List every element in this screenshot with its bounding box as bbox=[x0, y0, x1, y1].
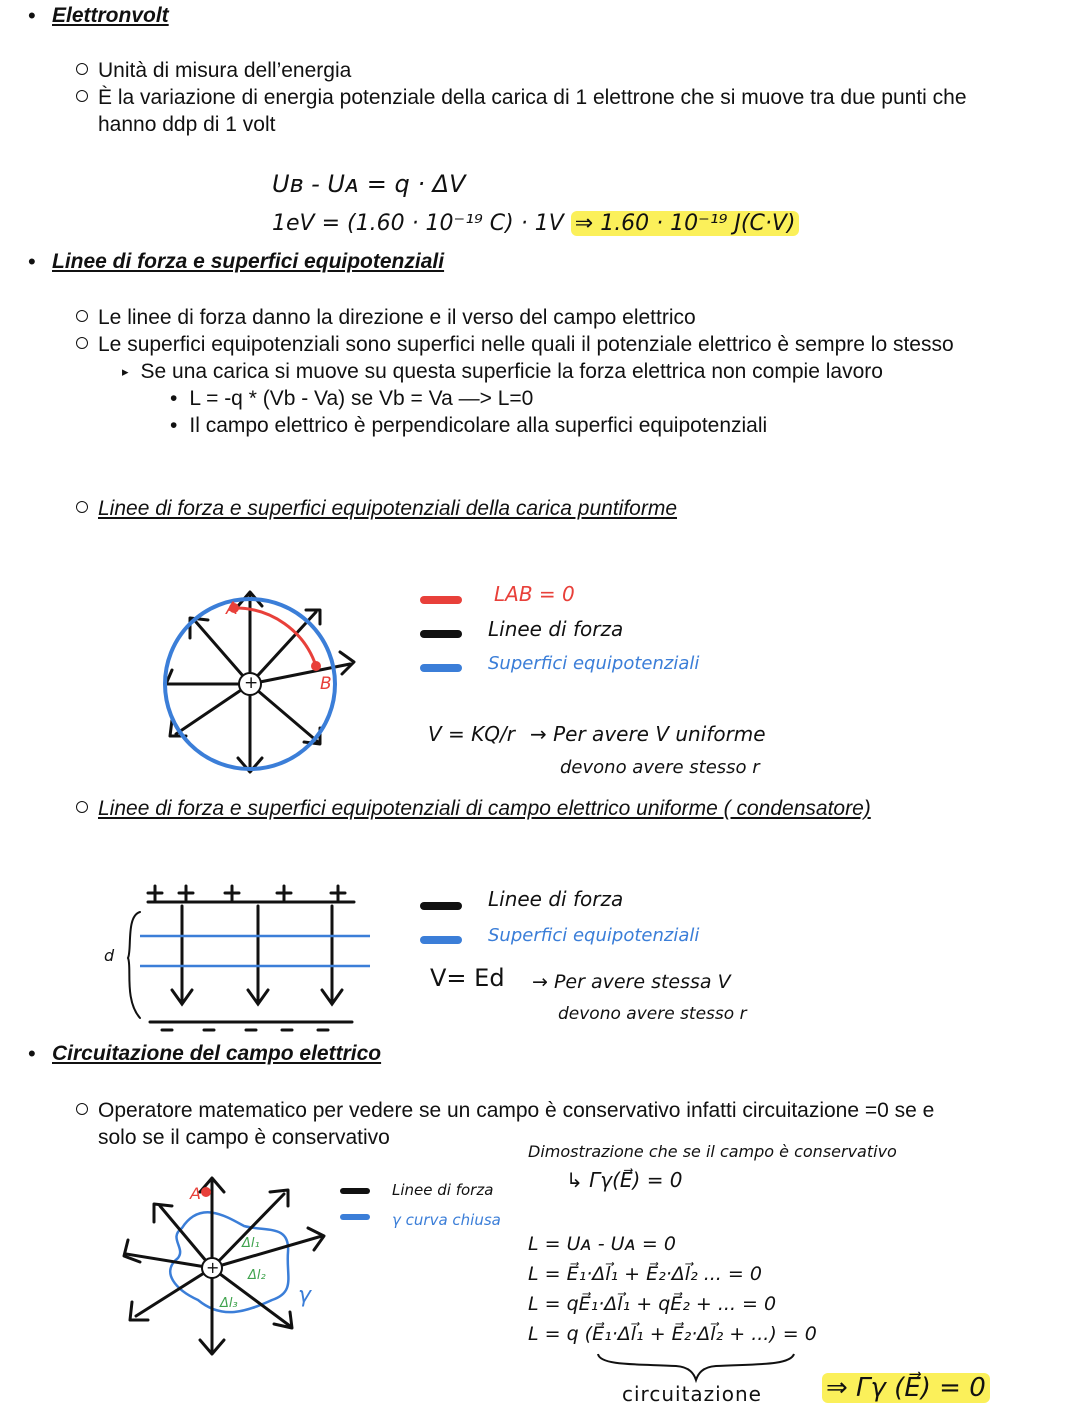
triangle-bullet-icon: ▸ bbox=[122, 364, 129, 379]
dl3-label: Δl₃ bbox=[220, 1296, 238, 1311]
demo-step: L = Uᴀ - Uᴀ = 0 bbox=[528, 1233, 676, 1255]
note-v-uniforme: → Per avere V uniforme bbox=[530, 722, 766, 746]
legend-label-linee: Linee di forza bbox=[488, 617, 624, 641]
subheading: Linee di forza e superfici equipotenziali di campo elettrico uniforme ( condensatore) bbox=[76, 795, 871, 822]
demo-step: L = qE⃗₁·Δl⃗₁ + qE⃗₂ + ... = 0 bbox=[528, 1293, 777, 1315]
section-bullet: • bbox=[28, 249, 36, 274]
list-item: Le linee di forza danno la direzione e il verso del campo elettrico bbox=[76, 304, 696, 331]
list-item: Unità di misura dell’energia bbox=[76, 57, 351, 84]
charge-label: + bbox=[244, 673, 259, 693]
sub-list-item: ▸ Se una carica si muove su questa superficie la forza elettrica non compie lavoro bbox=[122, 360, 883, 383]
point-a-label: A bbox=[190, 1184, 201, 1203]
formula-v-kq-r: V = KQ/r bbox=[428, 722, 515, 746]
charge-label: + bbox=[206, 1258, 220, 1277]
distance-label: d bbox=[104, 946, 115, 965]
sub-sub-list-item: • Il campo elettrico è perpendicolare alla superfici equipotenziali bbox=[170, 414, 768, 437]
note-stesso-r: devono avere stesso r bbox=[560, 757, 760, 778]
legend-label-superfici: Superfici equipotenziali bbox=[488, 925, 700, 946]
circuitazione-label: circuitazione bbox=[622, 1382, 762, 1406]
legend-label-superfici: Superfici equipotenziali bbox=[488, 653, 700, 674]
section-bullet: • bbox=[28, 1041, 36, 1066]
point-b-label: B bbox=[320, 674, 332, 694]
dl2-label: Δl₂ bbox=[248, 1268, 266, 1283]
circuitazione-result: ⇒ Γγ (E⃗) = 0 bbox=[822, 1376, 990, 1400]
list-item: È la variazione di energia potenziale della carica di 1 elettrone che si muove tra due punti che bbox=[76, 84, 967, 111]
formula-electronvolt: 1eV = (1.60 · 10⁻¹⁹ C) · 1V ⇒ 1.60 · 10⁻¹⁹ J(C·V) bbox=[272, 212, 799, 236]
point-a-label: A bbox=[226, 599, 238, 619]
demo-goal: ↳ Γγ(E⃗) = 0 bbox=[566, 1168, 683, 1192]
formula-potential-energy: Uʙ - Uᴀ = q · ΔV bbox=[272, 170, 466, 198]
section-title-elettronvolt: Elettronvolt bbox=[52, 4, 169, 27]
list-item: Le superfici equipotenziali sono superfici nelle quali il potenziale elettrico è sempre lo stesso bbox=[76, 331, 954, 358]
demo-step: L = E⃗₁·Δl⃗₁ + E⃗₂·Δl⃗₂ ... = 0 bbox=[528, 1263, 762, 1285]
sub-sub-list-item: • L = -q * (Vb - Va) se Vb = Va —> L=0 bbox=[170, 387, 534, 410]
legend-label-curva: γ curva chiusa bbox=[392, 1211, 501, 1229]
dl1-label: Δl₁ bbox=[242, 1236, 260, 1251]
subheading: Linee di forza e superfici equipotenziali della carica puntiforme bbox=[76, 495, 677, 522]
note-stessa-v: → Per avere stessa V bbox=[532, 971, 731, 993]
list-item-continuation: solo se il campo è conservativo bbox=[98, 1126, 390, 1149]
dot-bullet-icon: • bbox=[170, 414, 178, 437]
section-bullet: • bbox=[28, 3, 36, 28]
section-title-circuitazione: Circuitazione del campo elettrico bbox=[52, 1042, 382, 1065]
note-stesso-r: devono avere stesso r bbox=[558, 1004, 747, 1024]
formula-v-ed: V= Ed bbox=[430, 964, 505, 992]
section-title-linee: Linee di forza e superfici equipotenziali bbox=[52, 250, 445, 273]
gamma-label: γ bbox=[298, 1283, 312, 1308]
list-item: Operatore matematico per vedere se un campo è conservativo infatti circuitazione =0 se e bbox=[76, 1097, 934, 1124]
dot-bullet-icon: • bbox=[170, 387, 178, 410]
list-item-continuation: hanno ddp di 1 volt bbox=[98, 113, 276, 136]
demo-step: L = q (E⃗₁·Δl⃗₁ + E⃗₂·Δl⃗₂ + ...) = 0 bbox=[528, 1323, 817, 1345]
legend-label-lab: LAB = 0 bbox=[494, 582, 575, 606]
highlighted-result: ⇒ 1.60 · 10⁻¹⁹ J(C·V) bbox=[571, 211, 800, 236]
legend-label-linee: Linee di forza bbox=[488, 887, 624, 911]
demo-title: Dimostrazione che se il campo è conservativo bbox=[528, 1142, 897, 1161]
legend-label-linee: Linee di forza bbox=[392, 1181, 494, 1199]
